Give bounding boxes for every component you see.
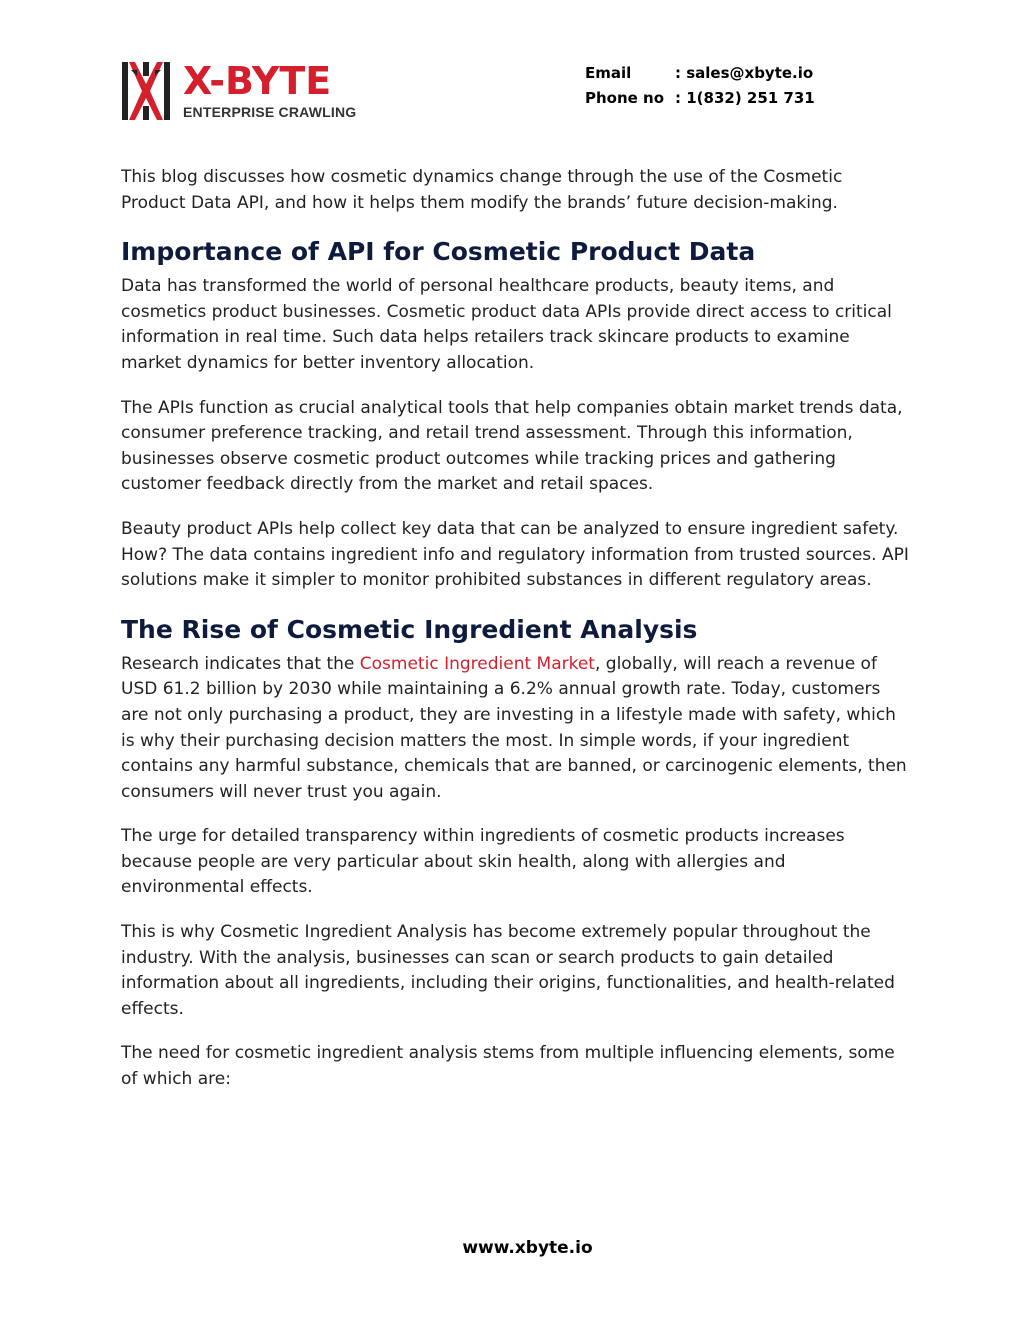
contact-block xyxy=(585,61,815,111)
logo-tagline: ENTERPRISE CRAWLING xyxy=(183,104,357,120)
logo-mark-icon xyxy=(121,60,171,122)
paragraph: The urge for detailed transparency within ingredients of cosmetic products increases because people are very particular about skin health, along with allergies and environmental effects. xyxy=(121,826,845,898)
paragraph: The need for cosmetic ingredient analysis stems from multiple influencing elements, some of which are: xyxy=(121,1043,895,1090)
email-value[interactable]: : sales@xbyte.io xyxy=(675,64,814,82)
footer-url[interactable]: www.xbyte.io xyxy=(462,1238,593,1258)
email-label: Email xyxy=(585,64,632,82)
paragraph: The APIs function as crucial analytical tools that help companies obtain market trends data, consumer preference tracking, and retail trend assessment. Through this information, businesses observe cosmetic product outcomes while tracking prices and gathering customer feedback directly from the market and retail spaces. xyxy=(121,397,903,495)
paragraph: Beauty product APIs help collect key data that can be analyzed to ensure ingredient safety. How? The data contains ingredient info and regulatory information from trusted sources. API solutions make it simpler to monitor prohibited substances in different regulatory areas. xyxy=(121,518,909,591)
phone-label: Phone no xyxy=(585,89,665,107)
text-run: Research indicates that the xyxy=(121,653,360,674)
intro-paragraph: This blog discusses how cosmetic dynamics change through the use of the Cosmetic Product Data API, and how it helps them modify the brands’ future decision-making. xyxy=(121,167,843,213)
cosmetic-ingredient-market-link[interactable]: Cosmetic Ingredient Market xyxy=(359,653,595,674)
paragraph: Data has transformed the world of personal healthcare products, beauty items, and cosmetics product businesses. Cosmetic product data APIs provide direct access to critical information in real time. Such data helps retailers track skincare products to examine market dynamics for better inventory allocation. xyxy=(121,276,892,373)
section-heading-ingredient-analysis: The Rise of Cosmetic Ingredient Analysis xyxy=(121,614,698,644)
text-run: , globally, will reach a revenue of USD 61.2 billion by 2030 while maintaining a 6.2% annual growth rate. Today, customers are not only purchasing a product, they are investing in a lifestyle made with safety, which is why their purchasing decision matters the most. In simple words, if your ingredient contains any harmful substance, chemicals that are banned, or carcinogenic elements, then consumers will never trust you again. xyxy=(121,653,907,802)
section-heading-api-importance: Importance of API for Cosmetic Product Data xyxy=(121,237,756,267)
phone-value: : 1(832) 251 731 xyxy=(675,89,815,107)
paragraph-market-research xyxy=(121,652,911,806)
logo-brand: X-BYTE xyxy=(183,59,332,103)
phone-row xyxy=(585,86,815,111)
email-row xyxy=(585,61,815,86)
article-content xyxy=(121,165,911,1112)
paragraph: This is why Cosmetic Ingredient Analysis has become extremely popular throughout the industry. With the analysis, businesses can scan or search products to gain detailed information about all ingredients, including their origins, functionalities, and health-related effects. xyxy=(121,922,895,1019)
